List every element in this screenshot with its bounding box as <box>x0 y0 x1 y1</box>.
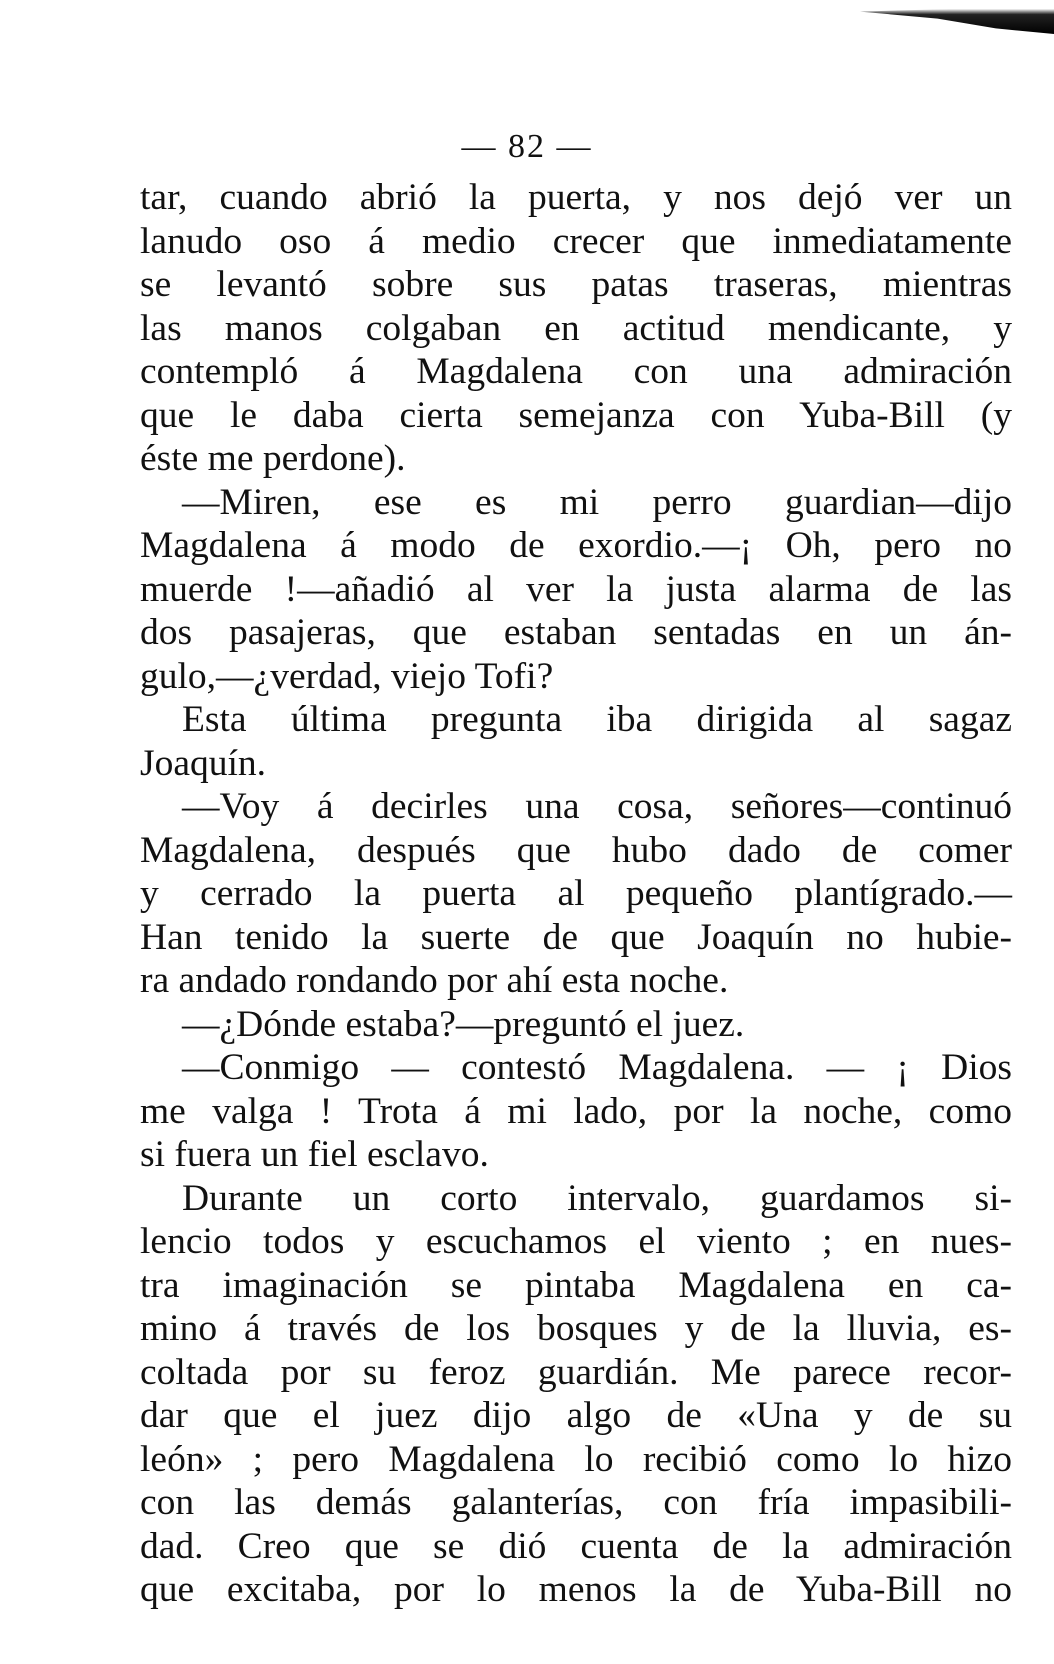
text-line: las manos colgaban en actitud mendicante, y <box>140 307 1012 349</box>
text-line: dad. Creo que se dió cuenta de la admiración <box>140 1525 1012 1567</box>
text-line: que excitaba, por lo menos la de Yuba-Bill no <box>140 1569 1012 1610</box>
text-line: —¿Dónde estaba?—preguntó el juez. <box>182 1003 745 1045</box>
text-line: muerde !—añadió al ver la justa alarma de las <box>140 568 1012 610</box>
text-line: mino á través de los bosques y de la lluvia, es- <box>140 1308 1012 1349</box>
text-line: dos pasajeras, que estaban sentadas en un án- <box>140 612 1012 653</box>
text-line: que le daba cierta semejanza con Yuba-Bill (y <box>140 394 1012 436</box>
text-line: —Voy á decirles una cosa, señores—continuó <box>182 786 1012 827</box>
body-text <box>140 176 1012 1612</box>
text-line: Joaquín. <box>140 742 267 784</box>
text-line: si fuera un fiel esclavo. <box>140 1134 489 1175</box>
text-line: coltada por su feroz guardián. Me parece recor- <box>140 1351 1012 1393</box>
text-line: con las demás galanterías, con fría impasibili- <box>140 1482 1012 1523</box>
scan-edge-mark <box>860 6 1054 34</box>
text-line: Durante un corto intervalo, guardamos si- <box>182 1177 1012 1219</box>
text-line: —Miren, ese es mi perro guardian—dijo <box>182 481 1012 523</box>
text-line: gulo,—¿verdad, viejo Tofi? <box>140 655 554 697</box>
text-line: ra andado rondando por ahí esta noche. <box>140 960 729 1001</box>
text-line: Magdalena á modo de exordio.—¡ Oh, pero no <box>140 525 1012 566</box>
text-line: lanudo oso á medio crecer que inmediatamente <box>140 220 1012 262</box>
page-number: — 82 — <box>461 128 593 165</box>
text-line: y cerrado la puerta al pequeño plantígrado.— <box>140 873 1012 914</box>
text-line: dar que el juez dijo algo de «Una y de su <box>140 1395 1012 1436</box>
text-line: Esta última pregunta iba dirigida al sagaz <box>182 699 1012 740</box>
text-line: Magdalena, después que hubo dado de comer <box>140 829 1012 871</box>
text-line: se levantó sobre sus patas traseras, mientras <box>140 264 1012 305</box>
text-line: lencio todos y escuchamos el viento ; en nues- <box>140 1221 1012 1262</box>
text-line: león» ; pero Magdalena lo recibió como lo hizo <box>140 1438 1012 1480</box>
text-line: tar, cuando abrió la puerta, y nos dejó ver un <box>140 177 1012 218</box>
text-line: contempló á Magdalena con una admiración <box>140 351 1012 392</box>
text-line: tra imaginación se pintaba Magdalena en ca- <box>140 1264 1012 1306</box>
text-line: Han tenido la suerte de que Joaquín no hubie- <box>140 916 1012 958</box>
text-line: me valga ! Trota á mi lado, por la noche, como <box>140 1090 1012 1132</box>
text-line: éste me perdone). <box>140 438 406 479</box>
text-line: —Conmigo — contestó Magdalena. — ¡ Dios <box>182 1047 1012 1088</box>
